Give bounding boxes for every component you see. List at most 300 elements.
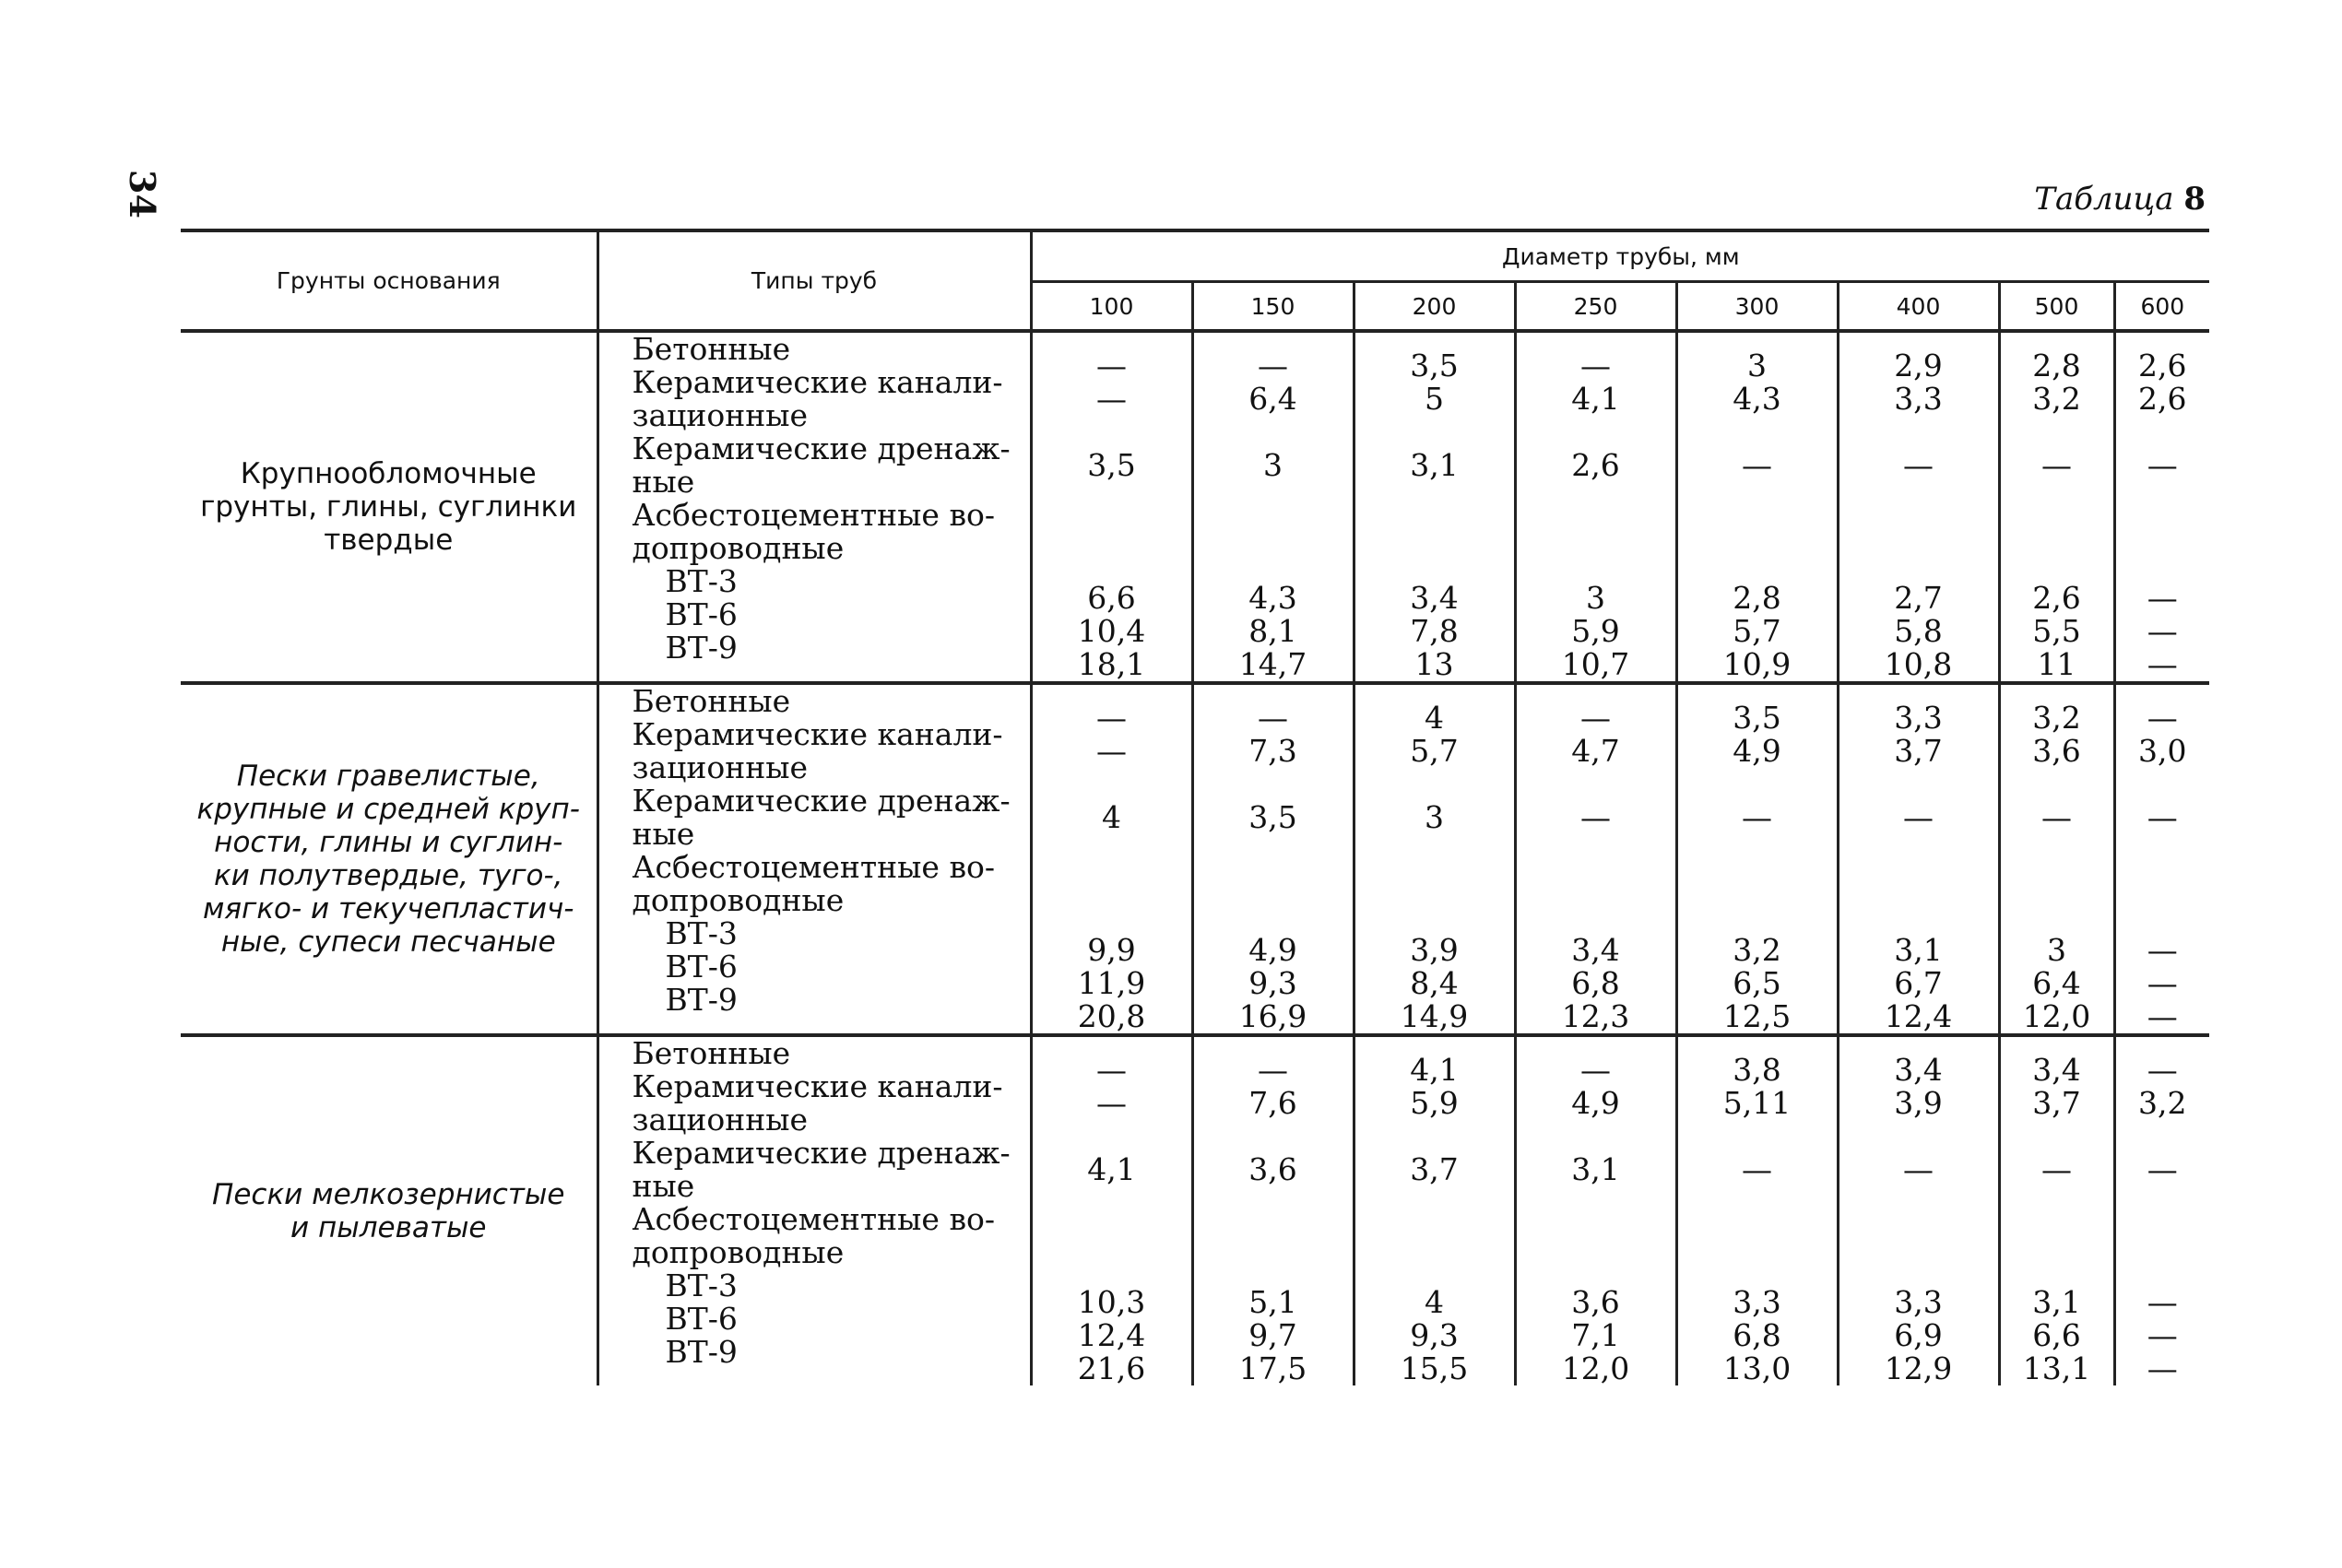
cell-spacer	[2116, 834, 2210, 867]
table-cell: 2,8	[1733, 580, 1781, 616]
pipe-type-line: ВТ-9	[665, 630, 738, 666]
value-column-500	[1999, 1035, 2114, 1385]
cell-spacer	[2116, 1253, 2210, 1286]
pipe-type-line: Бетонные	[632, 683, 791, 719]
soil-group-3	[181, 1035, 2209, 1385]
table-caption-number: 8	[2183, 181, 2206, 218]
pipe-type-line: ВТ-9	[665, 982, 738, 1018]
table-caption-label: Таблица	[2034, 181, 2174, 218]
pipe-type-line: Асбестоцементные во-	[632, 497, 996, 533]
cell-spacer	[1517, 834, 1675, 867]
table-cell: 3	[1747, 348, 1767, 383]
table-cell: 3,2	[2032, 700, 2081, 736]
table-cell: 10,4	[1077, 613, 1146, 649]
table-cell: 4	[1102, 799, 1121, 835]
table-cell: 14,9	[1400, 998, 1469, 1034]
table-cell: 12,4	[1077, 1317, 1146, 1353]
group-row	[181, 683, 2209, 1035]
table-cell: 8,4	[1410, 965, 1459, 1001]
table-cell: 3,4	[2032, 1052, 2081, 1088]
table-cell: 3,3	[1733, 1284, 1781, 1320]
table-cell: 5,9	[1410, 1085, 1459, 1121]
value-column-100	[1031, 1035, 1192, 1385]
table-cell: 4,3	[1733, 381, 1781, 417]
value-column-250	[1515, 1035, 1676, 1385]
table-cell	[1678, 867, 1837, 901]
table-cell: 3,1	[1410, 447, 1459, 483]
pipe-type-line: зационные	[632, 397, 809, 433]
table-cell: 3,1	[1571, 1151, 1620, 1187]
pipe-type-line: допроводные	[632, 882, 845, 918]
cell-spacer	[2001, 1253, 2113, 1286]
cell-spacer	[1033, 901, 1191, 934]
table-cell: —	[2147, 1151, 2178, 1187]
value-column-500	[1999, 683, 2114, 1035]
cell-spacer	[1517, 1120, 1675, 1153]
table-cell: 4,7	[1571, 733, 1620, 769]
table-cell	[1033, 1220, 1191, 1253]
table-cell	[2116, 1220, 2210, 1253]
table-cell: 17,5	[1238, 1350, 1307, 1386]
table-cell: 4,1	[1571, 381, 1620, 417]
table-cell: 3,7	[1894, 733, 1943, 769]
table-cell	[1194, 515, 1353, 548]
group-row	[181, 1035, 2209, 1385]
cell-spacer	[1517, 768, 1675, 801]
table-cell: 6,4	[1248, 381, 1297, 417]
table-cell: —	[2147, 1350, 2178, 1386]
cell-spacer	[1033, 548, 1191, 582]
diameter-header: Диаметр трубы, мм	[1031, 230, 2209, 282]
value-column-600	[2114, 1035, 2209, 1385]
cell-spacer	[1678, 901, 1837, 934]
table-cell: 20,8	[1077, 998, 1146, 1034]
table-cell: 3,7	[2032, 1085, 2081, 1121]
cell-spacer	[1033, 1253, 1191, 1286]
table-cell: —	[1258, 348, 1288, 383]
table-cell	[1517, 867, 1675, 901]
table-cell: 7,3	[1248, 733, 1297, 769]
cell-spacer	[1678, 1253, 1837, 1286]
soil-group-1	[181, 331, 2209, 683]
cell-spacer	[1355, 548, 1514, 582]
table-cell: —	[1258, 1052, 1288, 1088]
table-cell: 9,3	[1248, 965, 1297, 1001]
table-cell: 4,3	[1248, 580, 1297, 616]
cell-spacer	[2001, 768, 2113, 801]
table-cell: 5,9	[1571, 613, 1620, 649]
cell-spacer	[2001, 1120, 2113, 1153]
table-cell: 3,1	[1894, 932, 1943, 968]
cell-spacer	[1517, 548, 1675, 582]
pipe-type-line: Керамические канали-	[632, 1068, 1003, 1104]
table-cell: 12,9	[1884, 1350, 1953, 1386]
table-cell: 3,6	[1248, 1151, 1297, 1187]
table-cell: —	[2147, 799, 2178, 835]
value-column-300	[1676, 1035, 1838, 1385]
table-cell: —	[1096, 381, 1127, 417]
value-column-250	[1515, 683, 1676, 1035]
table-cell: —	[2147, 965, 2178, 1001]
cell-spacer	[1839, 768, 1998, 801]
table-cell	[1194, 867, 1353, 901]
diameter-500: 500	[1999, 282, 2114, 332]
cell-spacer	[2001, 482, 2113, 515]
cell-spacer	[1839, 1253, 1998, 1286]
cell-spacer	[2001, 1186, 2113, 1220]
table-cell: 5,8	[1894, 613, 1943, 649]
pipe-type-line: Керамические канали-	[632, 364, 1003, 400]
cell-spacer	[1355, 834, 1514, 867]
soil-line: твердые	[324, 524, 454, 557]
cell-spacer	[1517, 1186, 1675, 1220]
cell-spacer	[2116, 548, 2210, 582]
table-cell: 3,5	[1410, 348, 1459, 383]
soil-line: ки полутвердые, туго-,	[213, 859, 563, 892]
cell-spacer	[2116, 768, 2210, 801]
table-cell: 8,1	[1248, 613, 1297, 649]
soil-group-2	[181, 683, 2209, 1035]
table-cell: 3,3	[1894, 381, 1943, 417]
table-cell: 3	[1425, 799, 1444, 835]
pipe-type-line: Бетонные	[632, 331, 791, 367]
cell-spacer	[1517, 1253, 1675, 1286]
cell-spacer	[1194, 901, 1353, 934]
pipe-type-line: ВТ-3	[665, 915, 738, 951]
value-column-250	[1515, 331, 1676, 683]
pipe-type-line: ВТ-3	[665, 1267, 738, 1303]
value-column-200	[1354, 683, 1515, 1035]
table-cell: —	[1580, 700, 1611, 736]
soil-line: Пески мелкозернистые	[212, 1178, 565, 1211]
table-cell: 4,1	[1087, 1151, 1136, 1187]
table-cell: 12,5	[1722, 998, 1792, 1034]
table-cell: 4,1	[1410, 1052, 1459, 1088]
value-column-400	[1838, 331, 1999, 683]
table-cell: —	[2041, 799, 2072, 835]
table-cell: —	[1096, 1085, 1127, 1121]
table-cell: —	[1742, 799, 1772, 835]
table-cell: 4	[1425, 1284, 1444, 1320]
value-column-200	[1354, 331, 1515, 683]
table-cell	[1355, 515, 1514, 548]
cell-spacer	[1517, 416, 1675, 449]
cell-spacer	[1355, 482, 1514, 515]
pipe-type-line: ВТ-6	[665, 596, 738, 632]
table-cell: 10,3	[1077, 1284, 1146, 1320]
cell-spacer	[1839, 901, 1998, 934]
soil-cell	[181, 683, 597, 1035]
soil-header: Грунты основания	[276, 267, 501, 294]
table-cell: 4	[1425, 700, 1444, 736]
cell-spacer	[1678, 416, 1837, 449]
table-cell: 9,7	[1248, 1317, 1297, 1353]
table-cell: 2,6	[2032, 580, 2081, 616]
pipe-type-line: ВТ-6	[665, 1301, 738, 1337]
pipe-type-cell	[597, 683, 1031, 1035]
cell-spacer	[2001, 548, 2113, 582]
table-cell: 3,8	[1733, 1052, 1781, 1088]
cell-spacer	[1033, 768, 1191, 801]
value-column-150	[1192, 331, 1354, 683]
table-cell: 10,9	[1722, 646, 1792, 682]
cell-spacer	[1678, 768, 1837, 801]
pipe-type-line: ВТ-3	[665, 563, 738, 599]
table-cell: 3,5	[1733, 700, 1781, 736]
table-cell: 4,9	[1571, 1085, 1620, 1121]
pipe-type-line: Керамические дренаж-	[632, 430, 1011, 466]
cell-spacer	[2116, 901, 2210, 934]
table-cell: 12,4	[1884, 998, 1953, 1034]
table-cell: 13,0	[1722, 1350, 1792, 1386]
table-cell: —	[1903, 447, 1934, 483]
table-cell: 2,9	[1894, 348, 1943, 383]
pipe-type-header: Типы труб	[597, 230, 1031, 331]
cell-spacer	[1194, 1120, 1353, 1153]
table-cell: 6,4	[2032, 965, 2081, 1001]
table-cell: 12,0	[1561, 1350, 1630, 1386]
cell-spacer	[1194, 1253, 1353, 1286]
table-cell: 9,3	[1410, 1317, 1459, 1353]
diameter-250: 250	[1515, 282, 1676, 332]
table-cell	[1517, 1220, 1675, 1253]
pipe-type-line: зационные	[632, 1102, 809, 1138]
pipe-type-line: ВТ-9	[665, 1334, 738, 1370]
table-cell: 3,6	[1571, 1284, 1620, 1320]
value-column-200	[1354, 1035, 1515, 1385]
cell-spacer	[2001, 901, 2113, 934]
table-cell: 16,9	[1238, 998, 1307, 1034]
table-cell: 5	[1425, 381, 1444, 417]
value-column-600	[2114, 683, 2209, 1035]
table-cell: —	[1580, 348, 1611, 383]
table-cell: 2,7	[1894, 580, 1943, 616]
pipe-type-line: Асбестоцементные во-	[632, 849, 996, 885]
table-cell: —	[2147, 1052, 2178, 1088]
table-cell: 2,8	[2032, 348, 2081, 383]
cell-spacer	[1033, 834, 1191, 867]
table-cell: 12,0	[2022, 998, 2091, 1034]
diameter-200: 200	[1354, 282, 1515, 332]
table-cell: 6,5	[1733, 965, 1781, 1001]
group-row	[181, 331, 2209, 683]
cell-spacer	[1839, 834, 1998, 867]
table-cell: 9,9	[1087, 932, 1136, 968]
table-cell: —	[1580, 799, 1611, 835]
page-number: 34	[121, 170, 163, 218]
table-cell: 3,5	[1087, 447, 1136, 483]
cell-spacer	[1033, 1186, 1191, 1220]
cell-spacer	[1355, 1186, 1514, 1220]
value-column-300	[1676, 331, 1838, 683]
cell-spacer	[2116, 416, 2210, 449]
table-cell: 10,8	[1884, 646, 1953, 682]
soil-line: грунты, глины, суглинки	[200, 490, 577, 524]
cell-spacer	[1355, 1253, 1514, 1286]
table-cell	[2001, 515, 2113, 548]
table-cell: 15,5	[1400, 1350, 1469, 1386]
pipe-type-line: Бетонные	[632, 1035, 791, 1071]
table-cell: 6,7	[1894, 965, 1943, 1001]
table-cell: —	[1096, 733, 1127, 769]
table-cell: —	[1096, 348, 1127, 383]
soil-cell	[181, 331, 597, 683]
table-cell: 3	[1263, 447, 1283, 483]
table-cell: 4,9	[1733, 733, 1781, 769]
table-cell: 6,8	[1571, 965, 1620, 1001]
soil-line: крупные и средней круп-	[196, 793, 580, 826]
cell-spacer	[1517, 482, 1675, 515]
table-cell: 6,8	[1733, 1317, 1781, 1353]
table-cell: 5,5	[2032, 613, 2081, 649]
table-cell: 3,4	[1894, 1052, 1943, 1088]
pipe-type-line: ные	[632, 816, 695, 852]
pipe-type-line: зационные	[632, 749, 809, 785]
table-cell	[1839, 1220, 1998, 1253]
value-column-150	[1192, 1035, 1354, 1385]
cell-spacer	[2001, 834, 2113, 867]
cell-spacer	[1194, 416, 1353, 449]
cell-spacer	[1355, 768, 1514, 801]
table-cell: —	[1258, 700, 1288, 736]
table-cell: 3,5	[1248, 799, 1297, 835]
pipe-type-line: Асбестоцементные во-	[632, 1201, 996, 1237]
table-cell: 5,7	[1410, 733, 1459, 769]
cell-spacer	[1678, 1120, 1837, 1153]
table-cell	[1678, 515, 1837, 548]
table-cell: 7,8	[1410, 613, 1459, 649]
cell-spacer	[1517, 901, 1675, 934]
table-cell: —	[2147, 932, 2178, 968]
table-cell	[1355, 867, 1514, 901]
table-cell	[1194, 1220, 1353, 1253]
diameter-400: 400	[1838, 282, 1999, 332]
table-cell: —	[2041, 447, 2072, 483]
table-cell: —	[1580, 1052, 1611, 1088]
table-cell	[1033, 515, 1191, 548]
table-cell	[2001, 867, 2113, 901]
pipe-table	[181, 229, 2209, 1385]
table-cell	[1033, 867, 1191, 901]
pipe-type-line: допроводные	[632, 530, 845, 566]
table-cell: 10,7	[1561, 646, 1630, 682]
table-cell: 3,2	[1733, 932, 1781, 968]
table-cell: —	[2147, 646, 2178, 682]
soil-line: мягко- и текучепластич-	[203, 892, 574, 925]
cell-spacer	[2116, 482, 2210, 515]
table-cell: 2,6	[1571, 447, 1620, 483]
value-column-400	[1838, 1035, 1999, 1385]
table-cell: —	[2147, 447, 2178, 483]
pipe-type-line: ные	[632, 464, 695, 500]
cell-spacer	[1839, 416, 1998, 449]
table-cell: 4,9	[1248, 932, 1297, 968]
table-cell: —	[1742, 447, 1772, 483]
cell-spacer	[1678, 548, 1837, 582]
soil-cell	[181, 1035, 597, 1385]
cell-spacer	[2001, 416, 2113, 449]
table-cell: —	[1096, 700, 1127, 736]
table-cell	[2116, 515, 2210, 548]
table-cell: 21,6	[1077, 1350, 1146, 1386]
table-cell: —	[1096, 1052, 1127, 1088]
table-cell: 3,6	[2032, 733, 2081, 769]
table-cell: 3,9	[1410, 932, 1459, 968]
table-cell: 18,1	[1077, 646, 1146, 682]
pipe-type-line: Керамические канали-	[632, 716, 1003, 752]
table-cell: 2,6	[2138, 348, 2187, 383]
value-column-150	[1192, 683, 1354, 1035]
table-cell: 3	[1586, 580, 1605, 616]
cell-spacer	[1355, 416, 1514, 449]
table-cell	[1839, 515, 1998, 548]
cell-spacer	[1839, 482, 1998, 515]
table-cell: —	[2147, 1317, 2178, 1353]
table-cell: 3,2	[2032, 381, 2081, 417]
pipe-type-cell	[597, 1035, 1031, 1385]
table-cell: 6,6	[2032, 1317, 2081, 1353]
table-cell: —	[2041, 1151, 2072, 1187]
table-cell: 3,3	[1894, 1284, 1943, 1320]
cell-spacer	[1033, 482, 1191, 515]
pipe-type-line: допроводные	[632, 1234, 845, 1270]
soil-line: Пески гравелистые,	[236, 760, 540, 793]
table-cell	[1678, 1220, 1837, 1253]
table-cell: —	[2147, 998, 2178, 1034]
table-cell: 12,3	[1561, 998, 1630, 1034]
table-cell: 3,7	[1410, 1151, 1459, 1187]
table-cell: 14,7	[1238, 646, 1307, 682]
table-cell	[2116, 867, 2210, 901]
table-cell: 6,9	[1894, 1317, 1943, 1353]
table-cell: 3,2	[2138, 1085, 2187, 1121]
table-cell: —	[1742, 1151, 1772, 1187]
table-cell: 11	[2037, 646, 2076, 682]
table-cell: 11,9	[1077, 965, 1146, 1001]
table-cell: 13	[1414, 646, 1454, 682]
pipe-type-line: ные	[632, 1168, 695, 1204]
cell-spacer	[1194, 548, 1353, 582]
value-column-600	[2114, 331, 2209, 683]
diameter-600: 600	[2114, 282, 2209, 332]
table-cell: 5,1	[1248, 1284, 1297, 1320]
table-cell: 7,1	[1571, 1317, 1620, 1353]
pipe-type-line: ВТ-6	[665, 949, 738, 984]
diameter-300: 300	[1676, 282, 1838, 332]
cell-spacer	[1355, 901, 1514, 934]
diameter-100: 100	[1031, 282, 1192, 332]
value-column-100	[1031, 331, 1192, 683]
table-header	[181, 230, 2209, 331]
pipe-type-line: Керамические дренаж-	[632, 783, 1011, 819]
table-cell: —	[1903, 1151, 1934, 1187]
cell-spacer	[1839, 548, 1998, 582]
table-cell: 13,1	[2022, 1350, 2091, 1386]
table-cell: 3,3	[1894, 700, 1943, 736]
value-column-500	[1999, 331, 2114, 683]
table-cell	[1517, 515, 1675, 548]
cell-spacer	[1194, 1186, 1353, 1220]
cell-spacer	[1194, 834, 1353, 867]
cell-spacer	[1678, 1186, 1837, 1220]
table-cell: 3,4	[1571, 932, 1620, 968]
table-cell: 5,11	[1722, 1085, 1792, 1121]
pipe-type-cell	[597, 331, 1031, 683]
table-cell: —	[2147, 700, 2178, 736]
value-column-300	[1676, 683, 1838, 1035]
cell-spacer	[1678, 482, 1837, 515]
cell-spacer	[1839, 1120, 1998, 1153]
